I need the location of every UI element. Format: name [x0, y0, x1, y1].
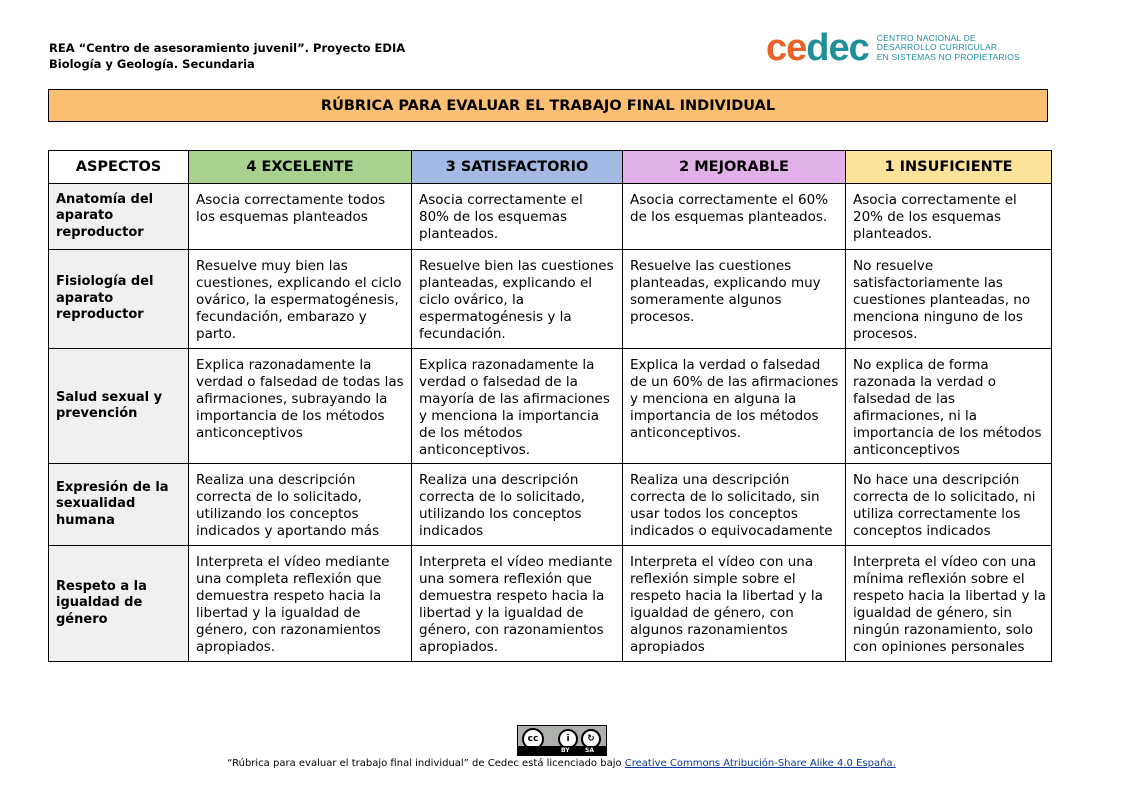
cell-mejorable: Resuelve las cuestiones planteadas, explicando muy someramente algunos procesos. — [623, 250, 846, 349]
license-link[interactable]: Creative Commons Atribución-Share Alike 4.0 España. — [624, 758, 896, 769]
logo-subtitle — [877, 34, 1020, 63]
cell-mejorable: Asocia correctamente el 60% de los esquemas planteados. — [623, 184, 846, 250]
logo-word-part-2: dec — [806, 27, 869, 69]
header-aspectos: ASPECTOS — [49, 151, 189, 184]
license-text: “Rúbrica para evaluar el trabajo final individual” de Cedec está licenciado bajo — [227, 758, 625, 769]
logo-subtitle-line-2: DESARROLLO CURRICULAR — [876, 42, 998, 53]
cell-mejorable: Interpreta el vídeo con una reflexión simple sobre el respeto hacia la libertad y la igualdad de género, con algunos razonamientos apropiados — [623, 546, 846, 662]
cell-insuficiente: Asocia correctamente el 20% de los esquemas planteados. — [846, 184, 1052, 250]
row-aspect: Fisiología del aparato reproductor — [49, 250, 189, 349]
cell-excelente: Realiza una descripción correcta de lo solicitado, utilizando los conceptos indicados y aportando más — [189, 464, 412, 546]
by-person-icon: i — [558, 729, 578, 749]
header-satisfactorio: 3 SATISFACTORIO — [412, 151, 623, 184]
cell-excelente: Asocia correctamente todos los esquemas planteados — [189, 184, 412, 250]
table-row — [49, 250, 1052, 349]
row-aspect: Anatomía del aparato reproductor — [49, 184, 189, 250]
sa-share-icon: ↻ — [581, 729, 601, 749]
document-header — [49, 40, 405, 72]
badge-label-sa: SA — [585, 747, 594, 754]
cell-satisfactorio: Explica razonadamente la verdad o falsedad de la mayoría de las afirmaciones y menciona la importancia de los métodos anticonceptivos. — [412, 349, 623, 464]
row-aspect: Expresión de la sexualidad humana — [49, 464, 189, 546]
cell-satisfactorio: Realiza una descripción correcta de lo solicitado, utilizando los conceptos indicados — [412, 464, 623, 546]
cell-mejorable: Explica la verdad o falsedad de un 60% de las afirmaciones y menciona en alguna la importancia de los métodos anticonceptivos. — [623, 349, 846, 464]
table-row — [49, 546, 1052, 662]
table-header-row — [49, 151, 1052, 184]
cell-mejorable: Realiza una descripción correcta de lo solicitado, sin usar todos los conceptos indicados o equivocadamente — [623, 464, 846, 546]
cell-excelente: Resuelve muy bien las cuestiones, explicando el ciclo ovárico, la espermatogénesis, fecundación, embarazo y parto. — [189, 250, 412, 349]
license-footer — [0, 758, 1123, 769]
row-aspect: Respeto a la igualdad de género — [49, 546, 189, 662]
header-line-1: REA “Centro de asesoramiento juvenil”. Proyecto EDIA — [49, 41, 406, 55]
header-excelente: 4 EXCELENTE — [189, 151, 412, 184]
header-line-2: Biología y Geología. Secundaria — [49, 57, 255, 71]
cell-satisfactorio: Interpreta el vídeo mediante una somera reflexión que demuestra respeto hacia la libertad y la igualdad de género, con razonamientos apropiados. — [412, 546, 623, 662]
header-mejorable: 2 MEJORABLE — [623, 151, 846, 184]
table-row — [49, 184, 1052, 250]
logo-word-part-1: ce — [766, 27, 807, 69]
cedec-logo — [766, 28, 1020, 68]
cell-satisfactorio: Asocia correctamente el 80% de los esquemas planteados. — [412, 184, 623, 250]
logo-subtitle-line-3: EN SISTEMAS NO PROPIETARIOS — [876, 51, 1020, 62]
rubric-title: RÚBRICA PARA EVALUAR EL TRABAJO FINAL INDIVIDUAL — [48, 89, 1048, 122]
rubric-table — [48, 150, 1052, 662]
cell-excelente: Interpreta el vídeo mediante una completa reflexión que demuestra respeto hacia la libertad y la igualdad de género, con razonamientos apropiados. — [189, 546, 412, 662]
cell-insuficiente: No resuelve satisfactoriamente las cuestiones planteadas, no menciona ninguno de los procesos. — [846, 250, 1052, 349]
row-aspect: Salud sexual y prevención — [49, 349, 189, 464]
cell-excelente: Explica razonadamente la verdad o falsedad de todas las afirmaciones, subrayando la importancia de los métodos anticonceptivos — [189, 349, 412, 464]
logo-wordmark — [766, 29, 869, 67]
cc-by-sa-icon — [517, 725, 607, 756]
cell-insuficiente: No hace una descripción correcta de lo solicitado, ni utiliza correctamente los conceptos indicados — [846, 464, 1052, 546]
cc-icon: cc — [522, 728, 544, 750]
logo-subtitle-line-1: CENTRO NACIONAL DE — [876, 32, 976, 43]
cell-satisfactorio: Resuelve bien las cuestiones planteadas, explicando el ciclo ovárico, la espermatogénesis y la fecundación. — [412, 250, 623, 349]
cell-insuficiente: No explica de forma razonada la verdad o falsedad de las afirmaciones, ni la importancia de los métodos anticonceptivos — [846, 349, 1052, 464]
header-insuficiente: 1 INSUFICIENTE — [846, 151, 1052, 184]
cell-insuficiente: Interpreta el vídeo con una mínima reflexión sobre el respeto hacia la libertad y la igualdad de género, sin ningún razonamiento, solo con opiniones personales — [846, 546, 1052, 662]
table-row — [49, 349, 1052, 464]
badge-label-by: BY — [561, 747, 570, 754]
table-row — [49, 464, 1052, 546]
